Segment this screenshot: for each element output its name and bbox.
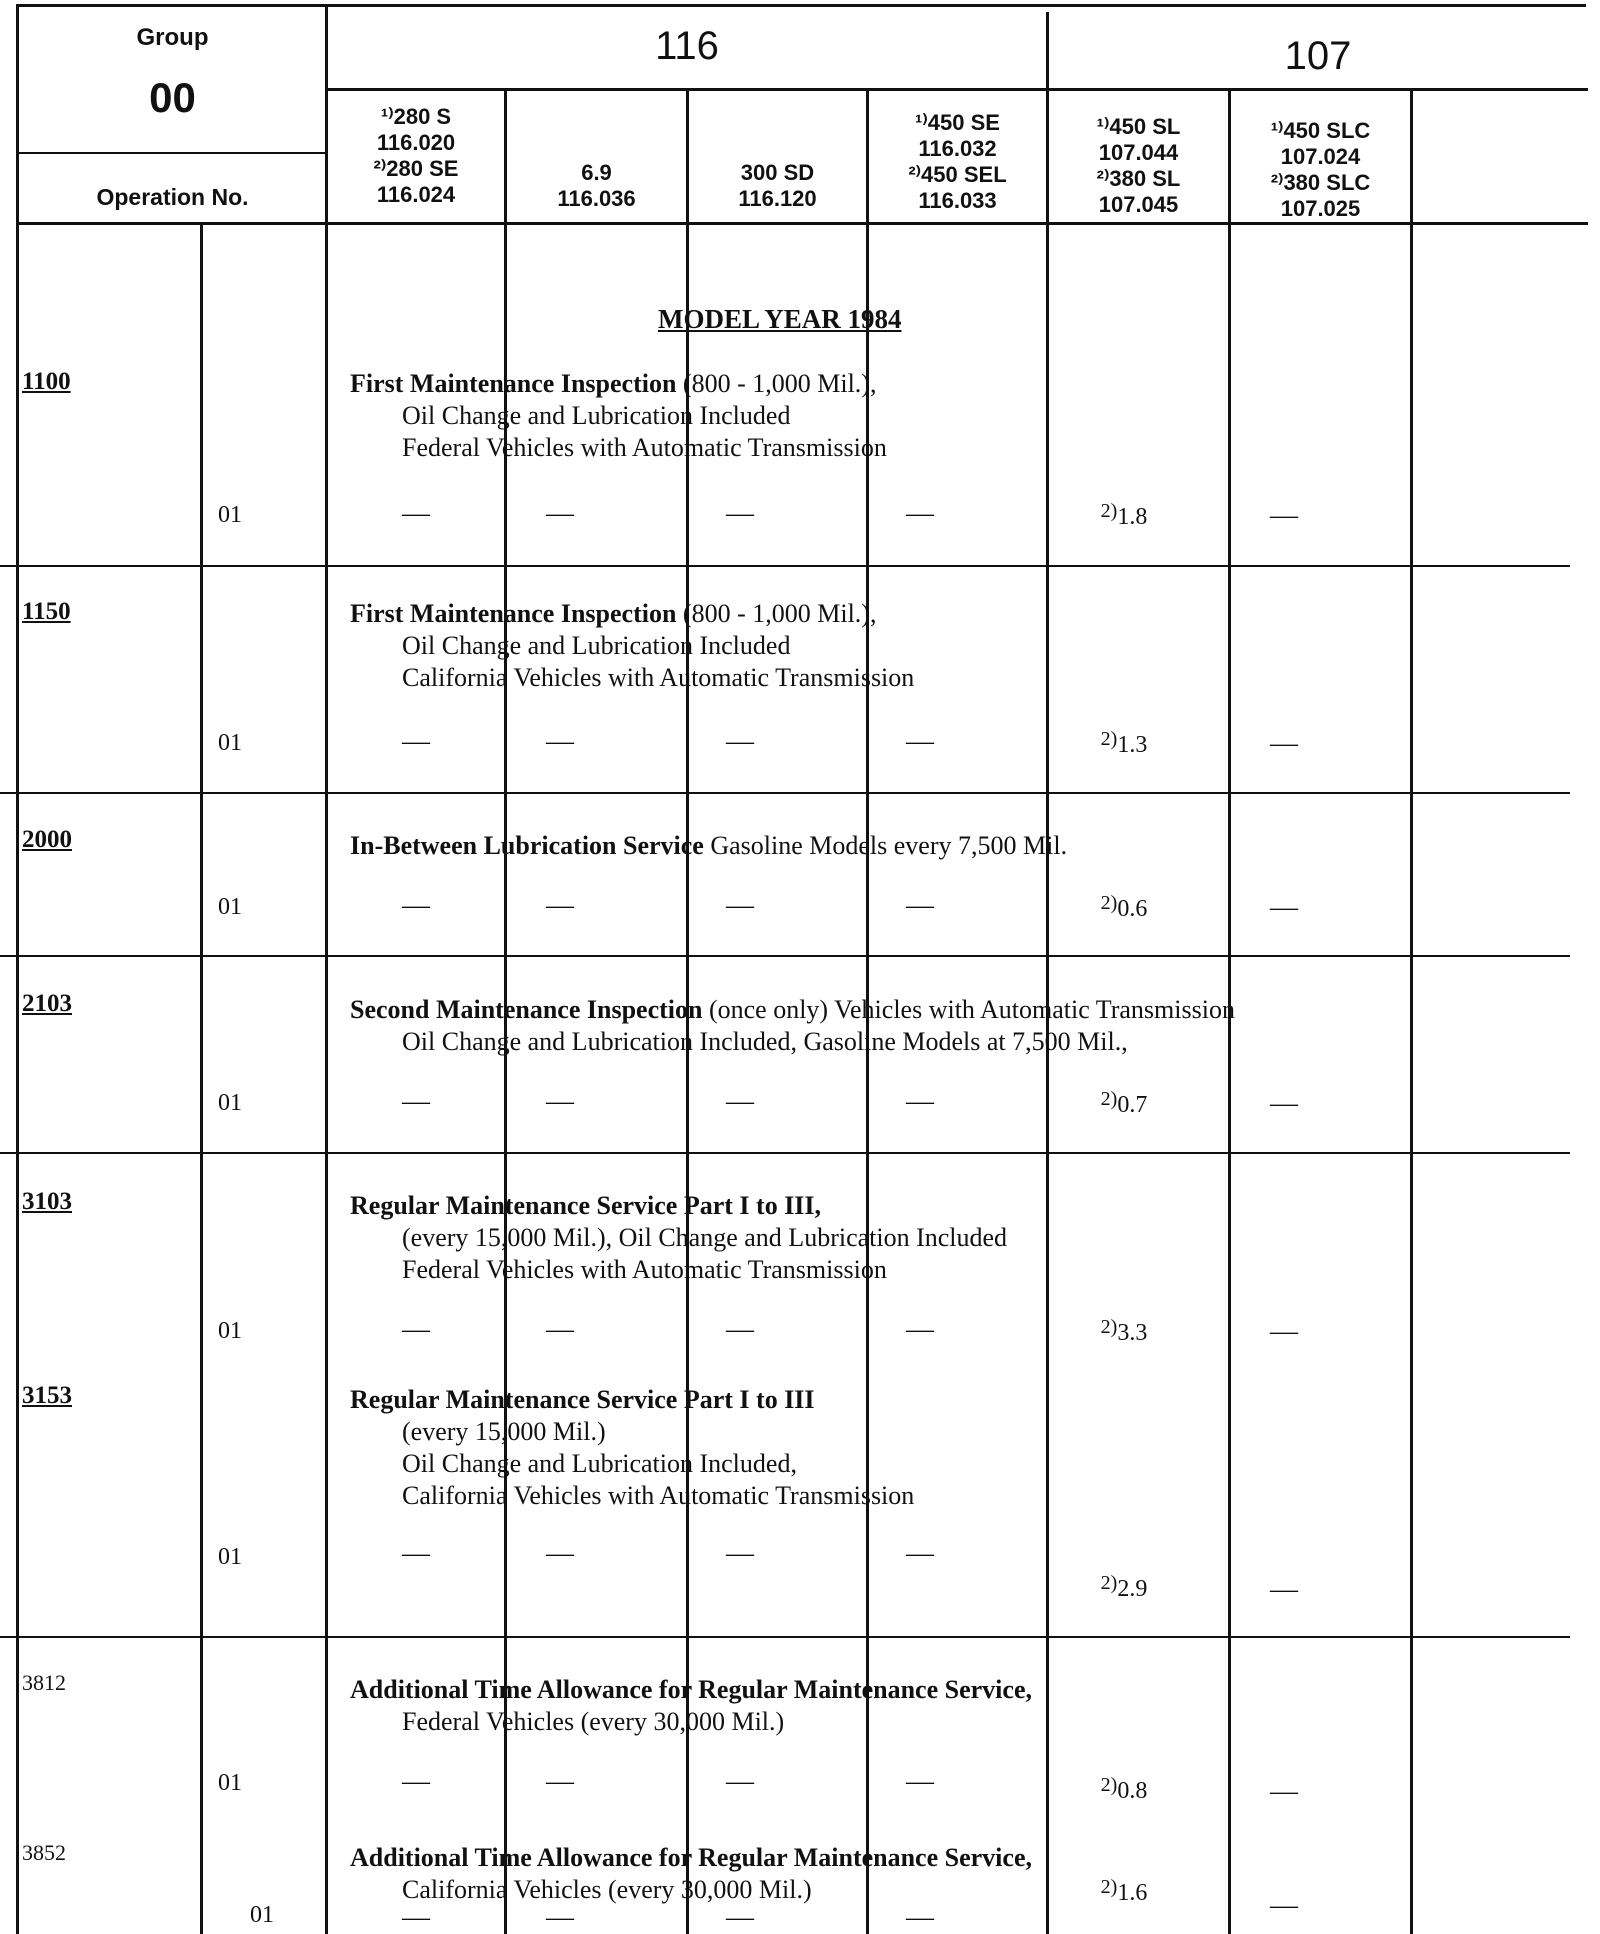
op-desc-line: Federal Vehicles (every 30,000 Mil.) bbox=[402, 1707, 785, 1736]
value-cell: — bbox=[402, 498, 430, 529]
op-sub-1150: 01 bbox=[218, 730, 242, 756]
op-title-1150 bbox=[350, 598, 914, 694]
op-number-1100: 1100 bbox=[22, 368, 71, 395]
value-cell: — bbox=[546, 1314, 574, 1345]
value-cell: — bbox=[1270, 892, 1298, 923]
value-cell: — bbox=[402, 890, 430, 921]
model-5-line4: 107.045 bbox=[1098, 192, 1179, 217]
model-1-line1: ¹⁾280 S bbox=[380, 104, 452, 129]
value-cell: — bbox=[546, 1538, 574, 1569]
value-cell-time bbox=[1064, 1316, 1184, 1348]
footnote-ref: 2) bbox=[1100, 892, 1118, 914]
value-cell: — bbox=[906, 890, 934, 921]
model-1-line4: 116.024 bbox=[376, 182, 456, 207]
op-desc-line: Oil Change and Lubrication Included, bbox=[402, 1449, 797, 1478]
value-cell: — bbox=[546, 498, 574, 529]
value-cell-time bbox=[1064, 1774, 1184, 1806]
op-title-rest: (800 - 1,000 Mil.), bbox=[676, 369, 877, 398]
value-cell: — bbox=[546, 1086, 574, 1117]
model-1-line3: ²⁾280 SE bbox=[373, 156, 459, 181]
rule-header-series bbox=[326, 88, 1588, 91]
model-header-4 bbox=[869, 110, 1046, 214]
model-header-2 bbox=[507, 160, 686, 212]
time-value: 0.8 bbox=[1117, 1778, 1148, 1804]
op-sub-3103: 01 bbox=[218, 1318, 242, 1344]
model-4-line2: 116.032 bbox=[918, 136, 997, 161]
rule-row-1 bbox=[0, 565, 1570, 567]
value-cell: — bbox=[906, 1538, 934, 1569]
op-sub-2000: 01 bbox=[218, 894, 242, 920]
op-desc-line: (every 15,000 Mil.), Oil Change and Lubrication Included bbox=[402, 1223, 1008, 1252]
op-number-3852: 3852 bbox=[22, 1840, 66, 1865]
value-cell-time bbox=[1064, 1088, 1184, 1120]
model-4-line1: ¹⁾450 SE bbox=[915, 110, 1000, 135]
value-cell: — bbox=[906, 1086, 934, 1117]
value-cell: — bbox=[546, 726, 574, 757]
value-cell: — bbox=[906, 498, 934, 529]
rule-row-2 bbox=[0, 792, 1570, 794]
value-cell: — bbox=[402, 1766, 430, 1797]
op-title-3103 bbox=[350, 1190, 1007, 1286]
value-cell-time bbox=[1064, 728, 1184, 760]
op-desc-line: Oil Change and Lubrication Included, Gasoline Models at 7,500 Mil., bbox=[402, 1027, 1128, 1056]
value-cell: — bbox=[906, 1314, 934, 1345]
op-title-3153 bbox=[350, 1384, 914, 1512]
value-cell-time bbox=[1064, 500, 1184, 532]
op-title-1100 bbox=[350, 368, 887, 464]
rule-col-group bbox=[325, 4, 328, 1934]
op-number-3153: 3153 bbox=[22, 1382, 72, 1409]
rule-header-group bbox=[16, 152, 326, 154]
time-value: 3.3 bbox=[1117, 1320, 1148, 1346]
op-number-2000: 2000 bbox=[22, 826, 72, 853]
model-header-1 bbox=[328, 104, 504, 208]
model-6-line1: ¹⁾450 SLC bbox=[1270, 118, 1371, 143]
value-cell: — bbox=[726, 1314, 754, 1345]
op-desc-line: California Vehicles with Automatic Transmission bbox=[402, 1481, 915, 1510]
time-value: 1.3 bbox=[1117, 732, 1148, 758]
model-header-6 bbox=[1231, 118, 1410, 222]
model-5-line1: ¹⁾450 SL bbox=[1096, 114, 1181, 139]
rule-left bbox=[16, 4, 19, 1934]
op-number-3812: 3812 bbox=[22, 1670, 66, 1695]
op-title-rest: Gasoline Models every 7,500 Mil. bbox=[703, 831, 1068, 860]
footnote-ref: 2) bbox=[1100, 1876, 1118, 1898]
series-107-label: 107 bbox=[1284, 34, 1352, 78]
op-title-3852 bbox=[350, 1842, 1032, 1906]
rule-col-m6 bbox=[1410, 90, 1413, 1934]
rule-header-bottom bbox=[16, 222, 1588, 225]
footnote-ref: 2) bbox=[1100, 1088, 1118, 1110]
value-cell: — bbox=[726, 1902, 754, 1933]
footnote-ref: 2) bbox=[1100, 500, 1118, 522]
value-cell-time bbox=[1064, 1876, 1184, 1908]
group-value: 00 bbox=[149, 74, 196, 121]
value-cell-time bbox=[1064, 1572, 1184, 1604]
op-sub-3812: 01 bbox=[218, 1770, 242, 1796]
op-desc-line: California Vehicles (every 30,000 Mil.) bbox=[402, 1875, 812, 1904]
op-title-rest: (800 - 1,000 Mil.), bbox=[676, 599, 877, 628]
value-cell: — bbox=[726, 726, 754, 757]
model-2-line2: 116.036 bbox=[557, 186, 636, 211]
footnote-ref: 2) bbox=[1100, 1572, 1118, 1594]
op-title-bold: Regular Maintenance Service Part I to III, bbox=[350, 1191, 822, 1220]
op-title-bold: First Maintenance Inspection bbox=[350, 599, 677, 628]
footnote-ref: 2) bbox=[1100, 1316, 1118, 1338]
value-cell: — bbox=[546, 890, 574, 921]
model-3-line2: 116.120 bbox=[738, 186, 817, 211]
value-cell: — bbox=[402, 1902, 430, 1933]
model-header-5 bbox=[1049, 114, 1228, 218]
op-desc-line: Oil Change and Lubrication Included bbox=[402, 401, 791, 430]
value-cell: — bbox=[546, 1902, 574, 1933]
op-sub-1100: 01 bbox=[218, 502, 242, 528]
op-title-2103 bbox=[350, 994, 1235, 1058]
model-4-line3: ²⁾450 SEL bbox=[908, 162, 1007, 187]
time-value: 0.6 bbox=[1117, 896, 1148, 922]
op-title-bold: In-Between Lubrication Service bbox=[350, 831, 704, 860]
op-number-1150: 1150 bbox=[22, 598, 71, 625]
value-cell: — bbox=[1270, 1316, 1298, 1347]
op-title-bold: Additional Time Allowance for Regular Maintenance Service, bbox=[350, 1675, 1032, 1704]
footnote-ref: 2) bbox=[1100, 1774, 1118, 1796]
rule-row-5 bbox=[0, 1636, 1570, 1638]
model-5-line3: ²⁾380 SL bbox=[1096, 166, 1181, 191]
rule-col-op bbox=[200, 222, 203, 1934]
op-title-rest: (once only) Vehicles with Automatic Transmission bbox=[702, 995, 1235, 1024]
model-6-line4: 107.025 bbox=[1280, 196, 1361, 221]
op-title-bold: Regular Maintenance Service Part I to III bbox=[350, 1385, 815, 1414]
op-sub-3852: 01 bbox=[250, 1902, 274, 1928]
rule-row-3 bbox=[0, 955, 1570, 957]
op-sub-2103: 01 bbox=[218, 1090, 242, 1116]
op-desc-line: Oil Change and Lubrication Included bbox=[402, 631, 791, 660]
value-cell: — bbox=[1270, 1776, 1298, 1807]
op-title-3812 bbox=[350, 1674, 1032, 1738]
value-cell: — bbox=[726, 498, 754, 529]
footnote-ref: 2) bbox=[1100, 728, 1118, 750]
value-cell: — bbox=[402, 1314, 430, 1345]
value-cell: — bbox=[726, 1766, 754, 1797]
operation-no-label: Operation No. bbox=[96, 184, 249, 210]
op-sub-3153: 01 bbox=[218, 1544, 242, 1570]
op-title-bold: Additional Time Allowance for Regular Maintenance Service, bbox=[350, 1843, 1032, 1872]
model-header-3 bbox=[689, 160, 866, 212]
time-value: 0.7 bbox=[1117, 1092, 1148, 1118]
value-cell: — bbox=[546, 1766, 574, 1797]
value-cell: — bbox=[402, 1086, 430, 1117]
model-5-line2: 107.044 bbox=[1098, 140, 1179, 165]
model-1-line2: 116.020 bbox=[376, 130, 456, 155]
value-cell: — bbox=[906, 1902, 934, 1933]
op-number-2103: 2103 bbox=[22, 990, 72, 1017]
op-desc-line: Federal Vehicles with Automatic Transmission bbox=[402, 433, 887, 462]
time-value: 1.8 bbox=[1117, 504, 1148, 530]
value-cell: — bbox=[906, 1766, 934, 1797]
time-value: 1.6 bbox=[1117, 1880, 1148, 1906]
series-116-label: 116 bbox=[655, 24, 719, 68]
value-cell: — bbox=[726, 890, 754, 921]
op-title-bold: First Maintenance Inspection bbox=[350, 369, 677, 398]
model-6-line2: 107.024 bbox=[1280, 144, 1361, 169]
model-2-line1: 6.9 bbox=[581, 160, 612, 185]
op-desc-line: (every 15,000 Mil.) bbox=[402, 1417, 606, 1446]
group-label: Group bbox=[136, 24, 209, 51]
op-number-3103: 3103 bbox=[22, 1188, 72, 1215]
value-cell: — bbox=[1270, 1574, 1298, 1605]
value-cell: — bbox=[726, 1538, 754, 1569]
op-desc-line: California Vehicles with Automatic Transmission bbox=[402, 663, 915, 692]
model-6-line3: ²⁾380 SLC bbox=[1270, 170, 1371, 195]
op-title-2000 bbox=[350, 830, 1067, 862]
rule-row-4 bbox=[0, 1152, 1570, 1154]
value-cell: — bbox=[906, 726, 934, 757]
value-cell: — bbox=[1270, 1890, 1298, 1921]
value-cell: — bbox=[1270, 1088, 1298, 1119]
model-3-line1: 300 SD bbox=[740, 160, 815, 185]
op-title-bold: Second Maintenance Inspection bbox=[350, 995, 703, 1024]
model-4-line4: 116.033 bbox=[918, 188, 997, 213]
value-cell: — bbox=[726, 1086, 754, 1117]
time-value: 2.9 bbox=[1117, 1576, 1148, 1602]
model-year-heading: MODEL YEAR 1984 bbox=[658, 304, 902, 334]
op-desc-line: Federal Vehicles with Automatic Transmission bbox=[402, 1255, 887, 1284]
value-cell: — bbox=[1270, 728, 1298, 759]
value-cell-time bbox=[1064, 892, 1184, 924]
value-cell: — bbox=[1270, 500, 1298, 531]
value-cell: — bbox=[402, 726, 430, 757]
rule-col-series bbox=[1046, 12, 1049, 1934]
value-cell: — bbox=[402, 1538, 430, 1569]
rule-top bbox=[16, 4, 1586, 7]
